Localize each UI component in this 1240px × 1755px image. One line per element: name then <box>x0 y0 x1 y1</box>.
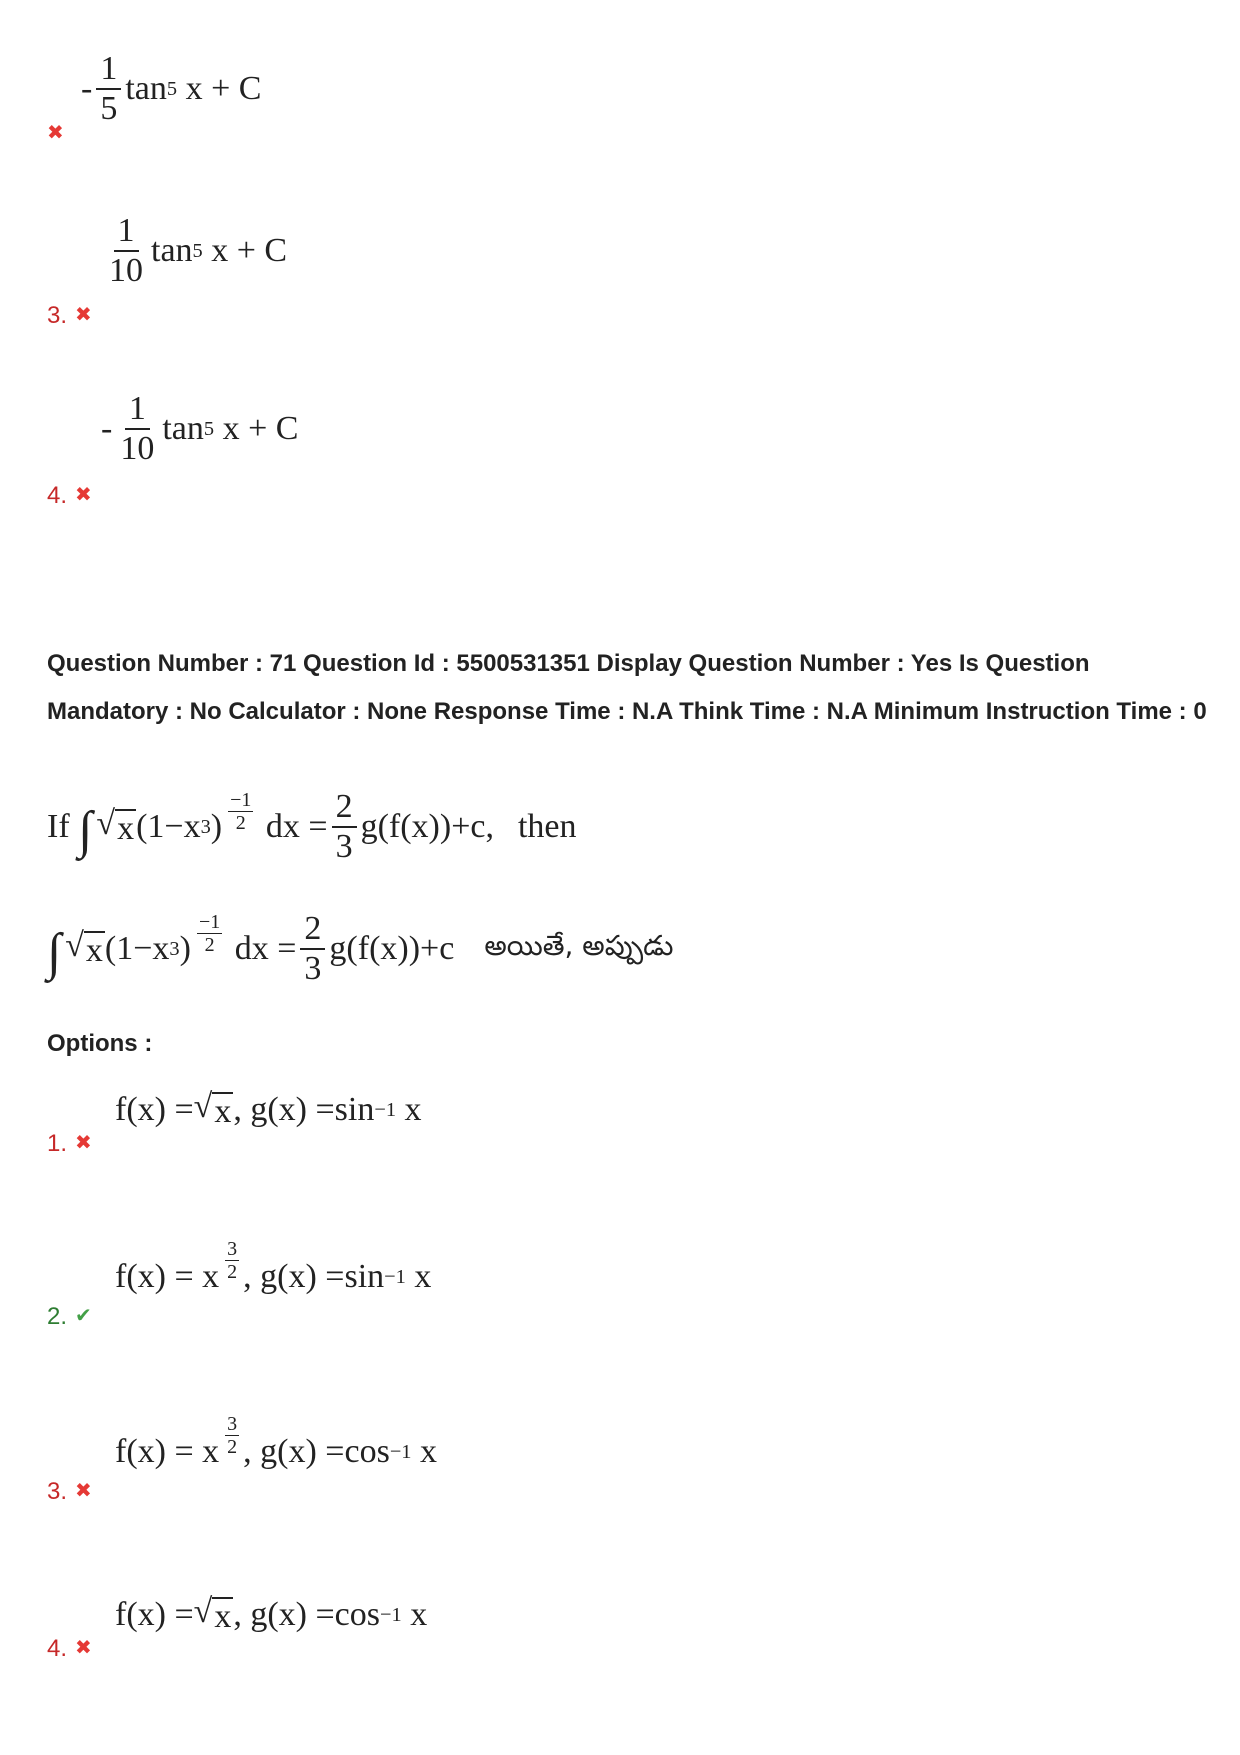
question-telugu: ∫ √ x (1−x 3 ) $\frac{-1}{2}$ dx = $\frac{2}{3}$ g(f(x)) +c అయితే, అప్పుడు <box>47 910 674 987</box>
cross-icon: ✖ <box>75 482 92 506</box>
option-number: 4. <box>47 1635 68 1662</box>
cross-icon: ✖ <box>75 302 92 326</box>
option-expression: $\frac{1}{10}$ tan 5 x + C <box>101 212 287 288</box>
square-root: √ x <box>96 805 135 848</box>
option-expression: f(x) = x $\frac{3}{2}$ , g(x) = cos −1 x <box>115 1413 438 1470</box>
option-expression: f(x) = √ x , g(x) = sin −1 x <box>115 1088 422 1130</box>
fraction: $\frac{1}{5}$ <box>96 52 121 126</box>
power-exponent: $\frac{-1}{2}$ <box>230 788 252 834</box>
option-number: 1. <box>47 1130 68 1157</box>
option-number: 2. <box>47 1303 68 1330</box>
square-root: √ x <box>65 927 103 970</box>
cross-icon: ✖ <box>75 1635 92 1659</box>
check-icon: ✔ <box>75 1303 92 1327</box>
power-exponent: $\frac{3}{2}$ <box>227 1413 238 1458</box>
option-number: 4. <box>47 482 68 509</box>
square-root: √ x <box>193 1088 232 1130</box>
cross-icon: ✖ <box>47 120 64 144</box>
power-exponent: $\frac{3}{2}$ <box>227 1238 238 1283</box>
option-expression: f(x) = √ x , g(x) = cos −1 x <box>115 1593 428 1635</box>
question-meta: Question Number : 71 Question Id : 5500531351 Display Question Number : Yes Is Question Mandatory : No Calculator : None Response Time : N.A Think Time : N.A Minimum Instruction Time : 0 <box>47 650 1207 725</box>
option-expression: - $\frac{1}{5}$ tan 5 x + C <box>81 50 262 127</box>
option-expression: f(x) = x $\frac{3}{2}$ , g(x) = sin −1 x <box>115 1238 432 1295</box>
telugu-text: అయితే, అప్పుడు <box>484 929 674 962</box>
square-root: √ x <box>193 1593 232 1635</box>
cross-icon: ✖ <box>75 1478 92 1502</box>
question-english: If ∫ √ x (1−x 3 ) $\frac{-1}{2}$ dx = $\frac{2}{3}$ g(f(x)) +c, then <box>47 788 577 865</box>
cross-icon: ✖ <box>75 1130 92 1154</box>
fraction: $\frac{2}{3}$ <box>300 912 325 986</box>
option-expression: - $\frac{1}{10}$ tan 5 x + C <box>101 390 299 467</box>
fraction: $\frac{1}{10}$ <box>109 212 143 289</box>
option-number: 3. <box>47 302 68 329</box>
integral-sign: ∫ <box>78 802 93 859</box>
fraction: $\frac{2}{3}$ <box>332 790 357 864</box>
power-exponent: $\frac{-1}{2}$ <box>198 910 221 956</box>
integral-sign: ∫ <box>47 924 62 981</box>
fraction: $\frac{1}{10}$ <box>120 390 155 467</box>
options-label: Options : <box>47 1030 153 1057</box>
option-number: 3. <box>47 1478 68 1505</box>
